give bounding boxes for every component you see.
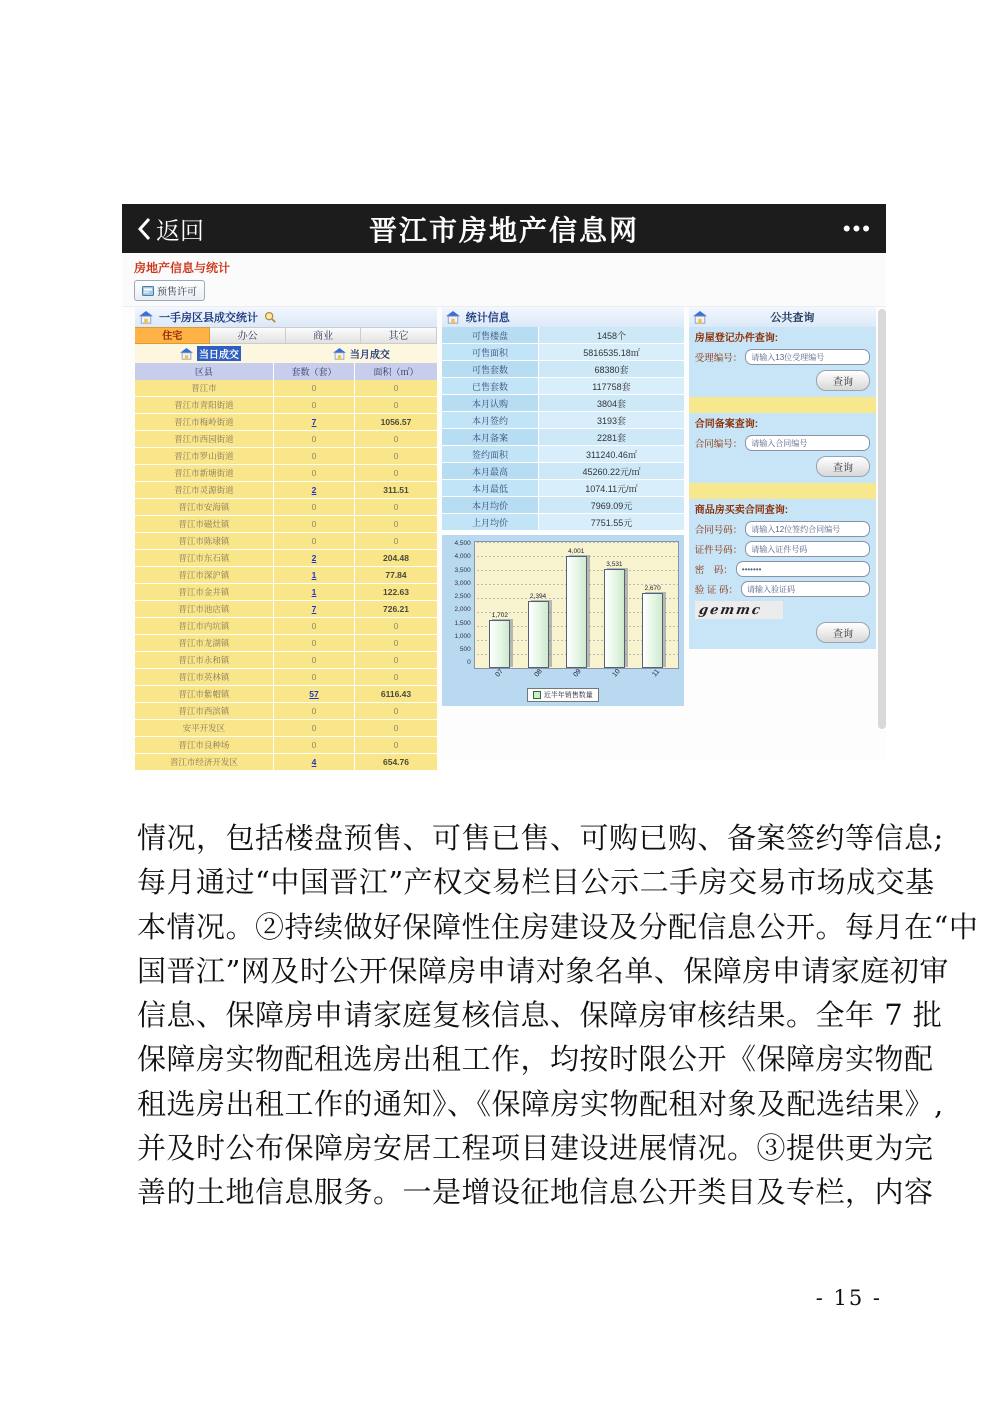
back-label: 返回: [156, 218, 204, 245]
deal-area[interactable]: 77.84: [385, 570, 407, 580]
tab-label: 商业: [313, 331, 334, 342]
title-bar: [122, 204, 886, 253]
captcha-input[interactable]: [741, 581, 870, 597]
table-row: [135, 465, 437, 482]
stat-row: [442, 480, 684, 497]
house-icon: [333, 348, 346, 360]
table-row: [135, 720, 437, 737]
sale-contract-number-input[interactable]: [745, 521, 870, 537]
stat-row: [442, 497, 684, 514]
chart-x-axis: [447, 669, 679, 687]
deal-count: 0: [274, 431, 355, 447]
bar-rect: [566, 556, 587, 668]
bar-value-label: 1,702: [491, 612, 508, 620]
captcha-text: gemmc: [697, 602, 763, 618]
text-line: 信息、保障房申请家庭复核信息、保障房审核结果。全年 7 批: [137, 998, 943, 1033]
stat-label: 本月最低: [442, 480, 539, 496]
stat-value: 7751.55元: [539, 514, 684, 530]
district-name: 晋江市深沪镇: [135, 567, 274, 583]
text-line: 每月通过“中国晋江”产权交易栏目公示二手房交易市场成交基: [137, 865, 935, 900]
stat-value: 3804套: [539, 395, 684, 411]
stat-label: 本月签约: [442, 412, 539, 428]
deal-area: 0: [393, 383, 399, 393]
captcha-label: 验 证 码：: [694, 585, 739, 596]
password-input[interactable]: [736, 561, 870, 577]
table-row: [135, 380, 437, 397]
district-name: 晋江市英林镇: [135, 669, 274, 685]
deal-count: 0: [274, 618, 355, 634]
text-line: 租选房出租工作的通知》、《保障房实物配租对象及配选结果》,: [137, 1086, 944, 1121]
y-tick-label: 0: [467, 659, 471, 667]
contract-record-query-button[interactable]: 查询: [816, 456, 870, 477]
bar-value-label: 2,670: [644, 585, 661, 593]
presale-permit-button[interactable]: [134, 280, 205, 301]
x-tick-label: 10: [611, 668, 623, 679]
sale-contract-number-label: 合同号码：: [694, 525, 743, 536]
district-panel-title: 一手房区县成交统计: [159, 312, 258, 324]
bar-value-label: 2,394: [529, 592, 547, 600]
back-button[interactable]: [136, 211, 286, 246]
acceptance-number-input[interactable]: [745, 349, 870, 365]
table-row: [135, 652, 437, 669]
deal-count: 0: [274, 737, 355, 753]
district-name: 晋江市经济开发区: [135, 754, 274, 770]
property-type-tab[interactable]: [135, 327, 210, 344]
deal-area: 0: [393, 655, 399, 665]
y-tick-label: 500: [459, 646, 471, 654]
table-row: [135, 669, 437, 686]
card-icon: [142, 286, 154, 296]
stat-label: 签约面积: [442, 446, 539, 462]
deal-count: 0: [274, 635, 355, 651]
scrollbar[interactable]: [878, 309, 886, 729]
y-tick-label: 4,500: [454, 540, 471, 547]
stat-value: 311240.46㎡: [539, 446, 684, 462]
table-row: [135, 499, 437, 516]
stat-row: [442, 361, 684, 378]
district-table-header: [135, 363, 437, 380]
bar-rect: [528, 601, 549, 668]
contract-number-label: 合同编号：: [694, 439, 743, 450]
district-name: 晋江市青阳街道: [135, 397, 274, 413]
table-row: [135, 448, 437, 465]
district-name: 晋江市磁灶镇: [135, 516, 274, 532]
deal-count[interactable]: 7: [274, 414, 355, 430]
bar-value-label: 4,001: [568, 547, 585, 555]
paragraph-text: [137, 816, 979, 1215]
deal-count: 0: [274, 380, 355, 396]
table-row: [135, 431, 437, 448]
house-registration-query-title: 房屋登记办件查询:: [694, 333, 779, 344]
stat-value: 3193套: [539, 412, 684, 428]
toolbar: [122, 253, 886, 307]
subtab-label: 当月成交: [349, 350, 390, 361]
x-tick-label: 07: [493, 668, 505, 679]
table-row: [135, 737, 437, 754]
password-label: 密 码：: [694, 565, 733, 576]
deal-count[interactable]: 1: [274, 584, 355, 600]
chart-plot-wrap: [447, 541, 679, 669]
deal-area: 0: [393, 502, 399, 512]
deal-area: 0: [393, 468, 399, 478]
chart-bar: [489, 542, 510, 668]
chart-bars: [475, 542, 678, 668]
x-tick-label: 08: [533, 668, 544, 679]
menu-button[interactable]: •••: [842, 215, 872, 241]
district-table-body: [135, 380, 437, 771]
deal-count: 0: [274, 448, 355, 464]
tab-label: 住宅: [162, 331, 183, 342]
deal-count: 0: [274, 516, 355, 532]
text-line: 本情况。②持续做好保障性住房建设及分配信息公开。每月在“中: [137, 909, 979, 944]
deal-area: 0: [393, 536, 399, 546]
table-row: [135, 618, 437, 635]
stat-value: 2281套: [539, 429, 684, 445]
table-row: [135, 414, 437, 431]
stat-row: [442, 412, 684, 429]
table-row: [135, 635, 437, 652]
subtab-label: 当日成交: [197, 346, 241, 361]
district-name: 晋江市灵源街道: [135, 482, 274, 498]
deal-count: 0: [274, 720, 355, 736]
deal-count[interactable]: 2: [274, 482, 355, 498]
district-panel-header: [135, 307, 437, 327]
stat-label: 可售套数: [442, 361, 539, 377]
legend-label: 近半年销售数量: [543, 692, 593, 699]
table-row: [135, 550, 437, 567]
stat-value: 1458个: [539, 327, 684, 343]
tab-label: 其它: [388, 331, 409, 342]
page-title: 晋江市房地产信息网: [368, 214, 639, 246]
chart-bar: [604, 542, 625, 668]
column-header-count: 套数（套）: [274, 363, 355, 380]
sale-contract-query-section: [689, 499, 876, 649]
house-icon: [180, 348, 193, 360]
chevron-left-icon: [136, 217, 152, 241]
legend-swatch: [533, 691, 541, 699]
property-type-tab[interactable]: [361, 327, 436, 344]
district-name: 晋江市陈埭镇: [135, 533, 274, 549]
stat-row: [442, 395, 684, 412]
deal-count[interactable]: 4: [274, 754, 355, 770]
deal-area: 0: [393, 740, 399, 750]
district-name: 晋江市良种场: [135, 737, 274, 753]
sales-bar-chart: [442, 535, 684, 706]
table-row: [135, 703, 437, 720]
stat-value: 1074.11元/㎡: [539, 480, 684, 496]
deal-period-subtabs: [135, 344, 437, 363]
deal-area[interactable]: 311.51: [383, 485, 409, 495]
district-table: [135, 363, 437, 771]
stat-label: 可售面积: [442, 344, 539, 360]
contract-record-query-section: [689, 413, 876, 483]
deal-period-subtab[interactable]: [135, 346, 286, 361]
y-tick-label: 2,000: [454, 606, 471, 614]
table-row: [135, 397, 437, 414]
stat-label: 本月均价: [442, 497, 539, 513]
deal-area: 0: [393, 519, 399, 529]
deal-area: 0: [393, 621, 399, 631]
house-registration-query-section: [689, 327, 876, 397]
district-name: 晋江市新塘街道: [135, 465, 274, 481]
chart-legend: [527, 688, 599, 702]
deal-period-subtab[interactable]: [286, 346, 437, 361]
separator: [689, 397, 876, 413]
magnifier-icon[interactable]: [264, 311, 276, 323]
statistics-panel: [442, 307, 684, 706]
id-number-input[interactable]: [745, 541, 870, 557]
stat-label: 本月最高: [442, 463, 539, 479]
query-panel-title: 公共查询: [770, 312, 815, 324]
presale-permit-label: 预售许可: [157, 287, 197, 298]
deal-count[interactable]: 1: [274, 567, 355, 583]
stat-value: 68380套: [539, 361, 684, 377]
district-name: 晋江市西滨镇: [135, 703, 274, 719]
bar-rect: [489, 620, 510, 668]
property-type-tabs: [135, 327, 437, 344]
table-row: [135, 516, 437, 533]
district-name: 晋江市罗山街道: [135, 448, 274, 464]
property-type-tab[interactable]: [286, 327, 361, 344]
column-header-area: 面积（㎡）: [373, 367, 419, 377]
chart-y-axis: [447, 541, 474, 667]
deal-area: 0: [393, 434, 399, 444]
captcha-image: [695, 601, 783, 619]
stat-value: 7969.09元: [539, 497, 684, 513]
deal-area: 0: [393, 638, 399, 648]
x-tick-label: 11: [651, 668, 662, 679]
house-icon: [446, 311, 460, 324]
deal-area: 0: [393, 451, 399, 461]
house-registration-query-button[interactable]: 查询: [816, 370, 870, 391]
public-query-panel: [689, 307, 876, 649]
stat-row: [442, 446, 684, 463]
text-line: 情况，包括楼盘预售、可售已售、可购已购、备案签约等信息;: [137, 821, 944, 855]
y-tick-label: 2,500: [454, 593, 471, 601]
deal-count: 0: [274, 669, 355, 685]
bar-value-label: 3,531: [606, 561, 623, 569]
id-number-label: 证件号码：: [694, 545, 743, 556]
deal-area[interactable]: 726.21: [383, 604, 409, 614]
deal-count[interactable]: 2: [274, 550, 355, 566]
chart-bar: [566, 542, 587, 668]
breadcrumb: 房地产信息与统计: [134, 261, 231, 275]
district-name: 晋江市内坑镇: [135, 618, 274, 634]
content-area: [122, 307, 886, 771]
y-tick-label: 3,500: [454, 566, 471, 574]
stat-row: [442, 378, 684, 395]
stat-label: 本月备案: [442, 429, 539, 445]
stat-label: 本月认购: [442, 395, 539, 411]
y-tick-label: 4,000: [454, 553, 471, 561]
deal-area[interactable]: 6116.43: [380, 689, 412, 699]
district-deal-panel: [135, 307, 437, 771]
deal-area: 0: [393, 672, 399, 682]
table-row: [135, 601, 437, 618]
stat-value: 5816535.18㎡: [539, 344, 684, 360]
text-line: 并及时公布保障房安居工程项目建设进展情况。③提供更为完: [137, 1131, 934, 1166]
deal-count: 0: [274, 465, 355, 481]
stat-row: [442, 463, 684, 480]
deal-count: 0: [274, 499, 355, 515]
district-name: 晋江市永和镇: [135, 652, 274, 668]
stat-label: 已售套数: [442, 378, 539, 394]
text-line: 善的土地信息服务。一是增设征地信息公开类目及专栏，内容: [137, 1175, 934, 1210]
district-name: 晋江市池店镇: [135, 601, 274, 617]
deal-area: 0: [393, 400, 399, 410]
statistics-title: 统计信息: [465, 312, 510, 324]
deal-area: 0: [393, 723, 399, 733]
deal-count: 0: [274, 397, 355, 413]
chart-bar: [642, 542, 663, 668]
y-tick-label: 3,000: [454, 579, 471, 587]
query-panel-header: [689, 307, 876, 327]
district-name: 晋江市紫帽镇: [135, 686, 274, 702]
table-row: [135, 584, 437, 601]
district-name: 晋江市金井镇: [135, 584, 274, 600]
deal-area[interactable]: 204.48: [383, 553, 409, 563]
stat-label: 上月均价: [442, 514, 539, 530]
text-line: 保障房实物配租选房出租工作，均按时限公开《保障房实物配: [137, 1042, 934, 1077]
y-tick-label: 1,500: [454, 619, 471, 627]
deal-count[interactable]: 57: [274, 686, 355, 702]
district-name: 晋江市东石镇: [135, 550, 274, 566]
deal-area[interactable]: 122.63: [383, 587, 409, 597]
table-row: [135, 567, 437, 584]
stat-row: [442, 514, 684, 531]
contract-record-query-title: 合同备案查询:: [694, 419, 759, 430]
deal-count[interactable]: 7: [274, 601, 355, 617]
contract-number-input[interactable]: [745, 435, 870, 451]
statistics-header: [442, 307, 684, 327]
text-line: 国晋江”网及时公开保障房申请对象名单、保障房申请家庭初审: [137, 953, 949, 988]
district-name: 晋江市安海镇: [135, 499, 274, 515]
sale-contract-query-title: 商品房买卖合同查询:: [694, 505, 789, 516]
table-row: [135, 482, 437, 499]
table-row: [135, 754, 437, 771]
table-row: [135, 686, 437, 703]
deal-count: 0: [274, 703, 355, 719]
stat-row: [442, 327, 684, 344]
stat-value: 117758套: [539, 378, 684, 394]
deal-area: 0: [393, 706, 399, 716]
table-row: [135, 533, 437, 550]
bar-rect: [604, 569, 625, 668]
district-name: 安平开发区: [135, 720, 274, 736]
page-number: - 15 -: [815, 1286, 882, 1310]
house-icon: [693, 311, 707, 324]
district-name: 晋江市: [135, 380, 274, 396]
y-tick-label: 1,000: [454, 632, 471, 640]
stat-row: [442, 344, 684, 361]
deal-area[interactable]: 654.76: [383, 757, 409, 767]
district-name: 晋江市龙湖镇: [135, 635, 274, 651]
district-name: 晋江市梅岭街道: [135, 414, 274, 430]
sale-contract-query-button[interactable]: 查询: [816, 622, 870, 643]
tab-label: 办公: [237, 331, 258, 342]
chart-plot-area: [474, 541, 679, 669]
deal-count: 0: [274, 652, 355, 668]
deal-area[interactable]: 1056.57: [380, 417, 412, 427]
property-type-tab[interactable]: [210, 327, 285, 344]
acceptance-number-label: 受理编号：: [694, 353, 743, 364]
district-name: 晋江市西园街道: [135, 431, 274, 447]
bar-rect: [642, 593, 663, 668]
stat-label: 可售楼盘: [442, 327, 539, 343]
column-header-district: 区县: [135, 363, 274, 380]
deal-count: 0: [274, 533, 355, 549]
stat-row: [442, 429, 684, 446]
x-tick-label: 09: [572, 668, 583, 679]
app-screenshot: [122, 204, 886, 767]
chart-bar: [528, 542, 549, 668]
stat-value: 45260.22元/㎡: [539, 463, 684, 479]
statistics-table: [442, 327, 684, 531]
separator: [689, 483, 876, 499]
house-icon: [139, 311, 153, 324]
